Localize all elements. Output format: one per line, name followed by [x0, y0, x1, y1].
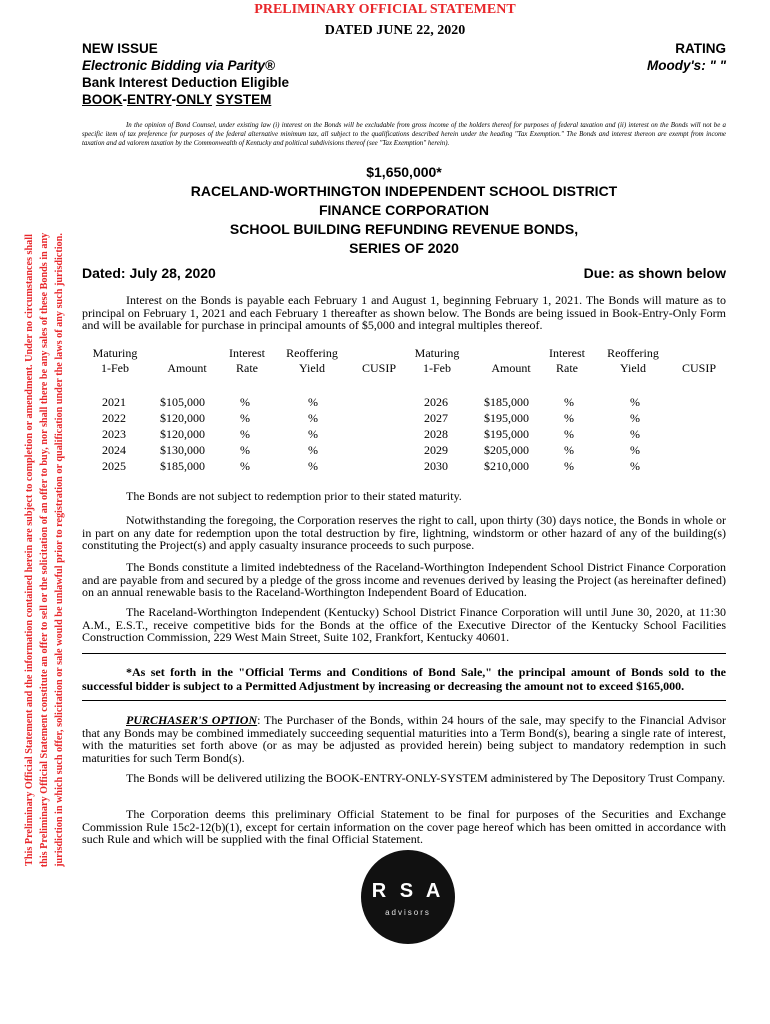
row-year: 2026	[424, 395, 448, 409]
row-yield: %	[630, 427, 640, 441]
book-entry-part-a: BOOK	[82, 92, 123, 107]
row-amount: $195,000	[484, 427, 529, 441]
row-rate: %	[240, 411, 250, 425]
header-reoffering-text: Reoffering	[607, 346, 659, 360]
purchaser-option-label: PURCHASER'S OPTION	[126, 713, 258, 727]
rating-label: RATING	[675, 41, 726, 56]
rsa-advisors-logo	[361, 850, 455, 944]
deduction-label: Bank Interest Deduction Eligible	[82, 75, 290, 90]
title-line-1: RACELAND-WORTHINGTON INDEPENDENT SCHOOL DISTRICT	[190, 183, 618, 199]
header-reoffering-text: Reoffering	[286, 346, 338, 360]
header-reoffering-left	[277, 346, 347, 376]
header-reoffering-right	[598, 346, 668, 376]
title-line-4: SERIES OF 2020	[349, 240, 459, 256]
row-amount: $205,000	[484, 443, 529, 457]
header-rate-text: Rate	[236, 361, 258, 375]
row-yield: %	[630, 443, 640, 457]
row-yield: %	[630, 411, 640, 425]
bond-amount: $1,650,000*	[366, 164, 442, 180]
row-yield: %	[308, 411, 318, 425]
header-interest-left	[222, 346, 272, 376]
dated-due-row	[82, 265, 726, 281]
header-interest-text: Interest	[549, 346, 585, 360]
header-maturing-right	[404, 346, 470, 376]
deems-text: The Corporation deems this preliminary Official Statement to be final for purposes of the Securities and Exchange Commission Rule 15c2-12(b)(1), except for certain information on the cover page hereof which has been omitted in accordance with such Rule and which will be supplied with the final Official Statement.	[82, 807, 726, 846]
bids-text: The Raceland-Worthington Independent (Kentucky) School District Finance Corporation will until June 30, 2020, at 11:30 A.M., E.S.T., receive competitive bids for the Bonds at the office of the Executive Director of the Kentucky School Facilities Construction Commission, 229 West Main Street, Suite 102, Frankfort, Kentucky 40601.	[82, 605, 726, 644]
new-issue-label: NEW ISSUE	[82, 41, 158, 56]
book-entry-part-c: ONLY	[176, 92, 213, 107]
header-amount-left: Amount	[167, 361, 207, 375]
table-row	[404, 426, 726, 442]
maturity-rows-right	[404, 394, 726, 474]
header-interest-text: Interest	[229, 346, 265, 360]
row-amount: $130,000	[160, 443, 205, 457]
side-notice-line-1: This Preliminary Official Statement and the information contained herein are subject to completion or amendment. Under no circumstances shall	[24, 234, 35, 866]
header-maturing-left	[82, 346, 148, 376]
row-yield: %	[308, 427, 318, 441]
intro-paragraph	[82, 294, 726, 332]
row-year: 2028	[424, 427, 448, 441]
bond-title	[82, 163, 726, 258]
row-yield: %	[630, 459, 640, 473]
row-amount: $185,000	[160, 459, 205, 473]
row-amount: $195,000	[484, 411, 529, 425]
row-yield: %	[308, 443, 318, 457]
book-entry-part-b: ENTRY	[127, 92, 172, 107]
book-entry-part-d: SYSTEM	[215, 92, 272, 107]
title-line-2: FINANCE CORPORATION	[318, 202, 490, 218]
row-rate: %	[240, 443, 250, 457]
row-year: 2027	[424, 411, 448, 425]
header-maturing-text: Maturing	[414, 346, 460, 360]
tax-opinion: In the opinion of Bond Counsel, under existing law (i) interest on the Bonds will be excludable from gross income of the holders thereof for purposes of federal taxation and (ii) interest on the Bonds will not be a specific item of tax preference for purposes of the federal alternative minimum tax, all subject to the qualifications described herein under the heading "Tax Exemption." The Bonds and interest thereon are exempt from income taxation and ad valorem taxation by the Commonwealth of Kentucky and political subdivisions thereof (see "Tax Exemption" herein).	[82, 122, 726, 147]
maturity-rows-left	[82, 394, 404, 474]
bidding-label: Electronic Bidding via Parity®	[82, 58, 275, 73]
side-notice-line-3: jurisdiction in which such offer, solicitation or sale would be unlawful prior to registration or qualification under the laws of any such jurisdiction.	[54, 233, 65, 867]
table-row	[404, 458, 726, 474]
row-year: 2025	[102, 459, 126, 473]
delivery-text: The Bonds will be delivered utilizing the BOOK-ENTRY-ONLY-SYSTEM administered by The Depository Trust Company.	[126, 771, 726, 785]
purchaser-paragraph	[82, 714, 726, 764]
row-year: 2021	[102, 395, 126, 409]
redemption-text: The Bonds are not subject to redemption prior to their stated maturity.	[126, 489, 462, 503]
book-entry-label: BOOK-ENTRY-ONLY SYSTEM	[82, 92, 272, 107]
row-rate: %	[564, 427, 574, 441]
row-year: 2029	[424, 443, 448, 457]
row-amount: $185,000	[484, 395, 529, 409]
row-rate: %	[564, 443, 574, 457]
row-rate: %	[564, 459, 574, 473]
intro-text: Interest on the Bonds is payable each February 1 and August 1, beginning February 1, 2021. The Bonds will mature as to principal on February 1, 2021 and each February 1 thereafter as shown below. The Bonds are being issued in Book-Entry-Only Form and will be available for purchase in principal amounts of $5,000 and integral multiples thereof.	[82, 293, 726, 332]
row-amount: $105,000	[160, 395, 205, 409]
preliminary-banner: PRELIMINARY OFFICIAL STATEMENT	[254, 2, 516, 17]
logo-letters: R S A	[371, 880, 445, 902]
row-yield: %	[308, 459, 318, 473]
header-interest-right	[542, 346, 592, 376]
header-feb-text: 1-Feb	[101, 361, 129, 375]
row-yield: %	[630, 395, 640, 409]
indebtedness-paragraph	[82, 561, 726, 599]
title-line-3: SCHOOL BUILDING REFUNDING REVENUE BONDS,	[229, 221, 579, 237]
table-row	[404, 394, 726, 410]
header-amount-right: Amount	[491, 361, 531, 375]
table-row	[82, 410, 404, 426]
row-year: 2022	[102, 411, 126, 425]
row-amount: $210,000	[484, 459, 529, 473]
table-row	[82, 458, 404, 474]
purchaser-text: : The Purchaser of the Bonds, within 24 hours of the sale, may specify to the Financial Advisor that any Bonds may be combined immediately succeeding sequential maturities into a Term Bond(s), bearing a single rate of interest, with the maturities set forth above (or as may be adjusted as provided herein) being subject to mandatory redemption in such maturities for such Term Bond(s).	[82, 713, 727, 765]
side-notice-line-2: this Preliminary Official Statement constitute an offer to sell or the solicitation of an offer to buy, nor shall there be any sales of these Bonds in any	[39, 232, 50, 868]
row-amount: $120,000	[160, 427, 205, 441]
header-cusip-right: CUSIP	[681, 361, 716, 375]
bold-note-text: *As set forth in the "Official Terms and Conditions of Bond Sale," the principal amount of Bonds sold to the successful bidder is subject to a Permitted Adjustment by increasing or decreasing the amount not to exceed $165,000.	[82, 665, 726, 693]
side-notice	[22, 105, 74, 995]
header-cusip-left: CUSIP	[361, 361, 396, 375]
row-rate: %	[564, 395, 574, 409]
logo-subtitle: advisors	[385, 908, 431, 917]
table-row	[82, 442, 404, 458]
due-date: Due: as shown below	[583, 265, 726, 281]
row-year: 2024	[102, 443, 126, 457]
issue-info	[82, 40, 289, 108]
bids-paragraph	[82, 606, 726, 644]
table-row	[82, 426, 404, 442]
row-rate: %	[564, 411, 574, 425]
notwithstanding-paragraph	[82, 514, 726, 552]
moodys-rating: Moody's: " "	[646, 58, 726, 73]
row-rate: %	[240, 459, 250, 473]
dated-header: DATED JUNE 22, 2020	[324, 23, 466, 38]
header-feb-text: 1-Feb	[423, 361, 451, 375]
rating-info	[647, 40, 726, 74]
row-year: 2030	[424, 459, 448, 473]
permitted-adjustment-note	[82, 665, 726, 693]
divider-bottom	[82, 700, 726, 701]
redemption-paragraph	[82, 490, 726, 503]
header-yield-text: Yield	[620, 361, 646, 375]
table-row	[404, 410, 726, 426]
deems-paragraph	[82, 808, 726, 846]
row-rate: %	[240, 427, 250, 441]
header-yield-text: Yield	[299, 361, 325, 375]
row-yield: %	[308, 395, 318, 409]
dated-date: Dated: July 28, 2020	[82, 265, 216, 281]
divider-top	[82, 653, 726, 654]
header-rate-text: Rate	[556, 361, 578, 375]
table-row	[82, 394, 404, 410]
row-rate: %	[240, 395, 250, 409]
row-year: 2023	[102, 427, 126, 441]
row-amount: $120,000	[160, 411, 205, 425]
delivery-paragraph	[82, 772, 726, 785]
notwithstanding-text: Notwithstanding the foregoing, the Corporation reserves the right to call, upon thirty (30) days notice, the Bonds in whole or in part on any date for redemption upon the total destruction by fire, lightning, windstorm or other hazard of any of the building(s) constituting the Project(s) and apply casualty insurance proceeds to such purpose.	[82, 513, 726, 552]
table-row	[404, 442, 726, 458]
indebtedness-text: The Bonds constitute a limited indebtedness of the Raceland-Worthington Independent School District Finance Corporation and are payable from and secured by a pledge of the gross income and revenues derived by leasing the Project (as hereinafter defined) on an annual renewable basis to the Raceland-Worthington Independent Board of Education.	[82, 560, 726, 599]
header-maturing-text: Maturing	[92, 346, 138, 360]
